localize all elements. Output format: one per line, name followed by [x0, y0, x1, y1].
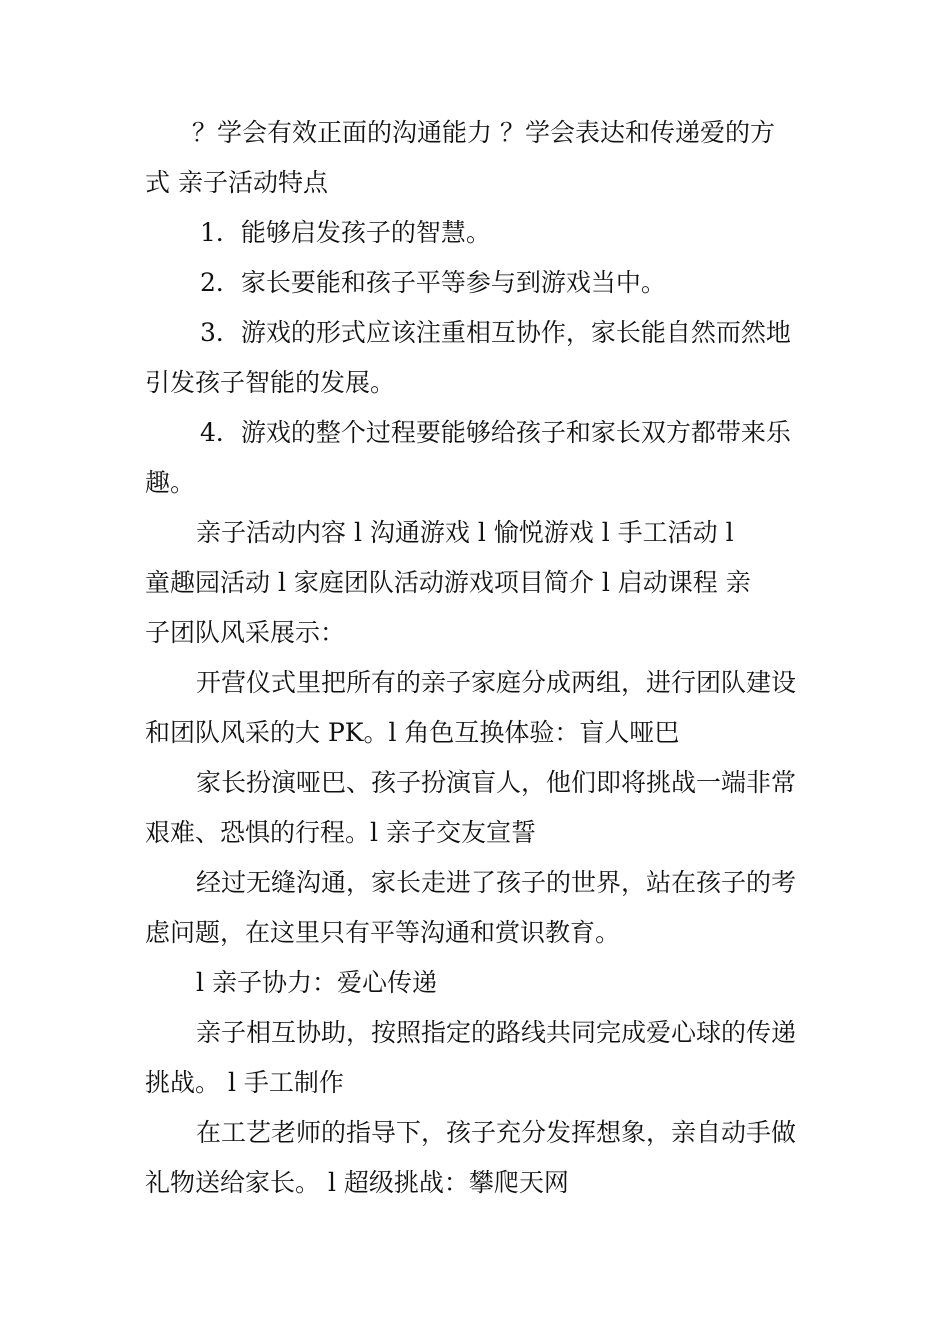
paragraph-line: 和团队风采的大 PK。l 角色互换体验：盲人哑巴 [145, 718, 680, 747]
paragraph-line: 趣。 [145, 468, 196, 497]
list-item-4: 4．游戏的整个过程要能够给孩子和家长双方都带来乐 [200, 418, 791, 447]
paragraph-line: ？学会有效正面的沟通能力 ？学会表达和传递爱的方 [192, 118, 775, 147]
paragraph-line: 式 亲子活动特点 [145, 168, 328, 197]
paragraph-line: 开营仪式里把所有的亲子家庭分成两组，进行团队建设 [196, 668, 797, 697]
list-item-1: 1．能够启发孩子的智慧。 [200, 218, 491, 247]
list-item-3: 3．游戏的形式应该注重相互协作，家长能自然而然地 [200, 318, 791, 347]
paragraph-line: 亲子相互协助，按照指定的路线共同完成爱心球的传递 [196, 1018, 797, 1047]
paragraph-line: 艰难、恐惧的行程。l 亲子交友宣誓 [145, 818, 536, 847]
paragraph-line: 在工艺老师的指导下，孩子充分发挥想象，亲自动手做 [196, 1118, 797, 1147]
paragraph-line: 挑战。 l 手工制作 [145, 1068, 344, 1097]
paragraph-line: 引发孩子智能的发展。 [145, 368, 396, 397]
paragraph-line: l 亲子协力：爱心传递 [196, 968, 437, 997]
list-item-2: 2．家长要能和孩子平等参与到游戏当中。 [200, 268, 666, 297]
paragraph-line: 子团队风采展示： [145, 618, 346, 647]
paragraph-line: 亲子活动内容 l 沟通游戏 l 愉悦游戏 l 手工活动 l [196, 518, 734, 547]
paragraph-line: 童趣园活动 l 家庭团队活动游戏项目简介 l 启动课程 亲 [145, 568, 751, 597]
paragraph-line: 家长扮演哑巴、孩子扮演盲人，他们即将挑战一端非常 [196, 768, 797, 797]
paragraph-line: 经过无缝沟通，家长走进了孩子的世界，站在孩子的考 [196, 868, 797, 897]
paragraph-line: 虑问题，在这里只有平等沟通和赏识教育。 [145, 918, 621, 947]
paragraph-line: 礼物送给家长。 l 超级挑战：攀爬天网 [145, 1168, 569, 1197]
